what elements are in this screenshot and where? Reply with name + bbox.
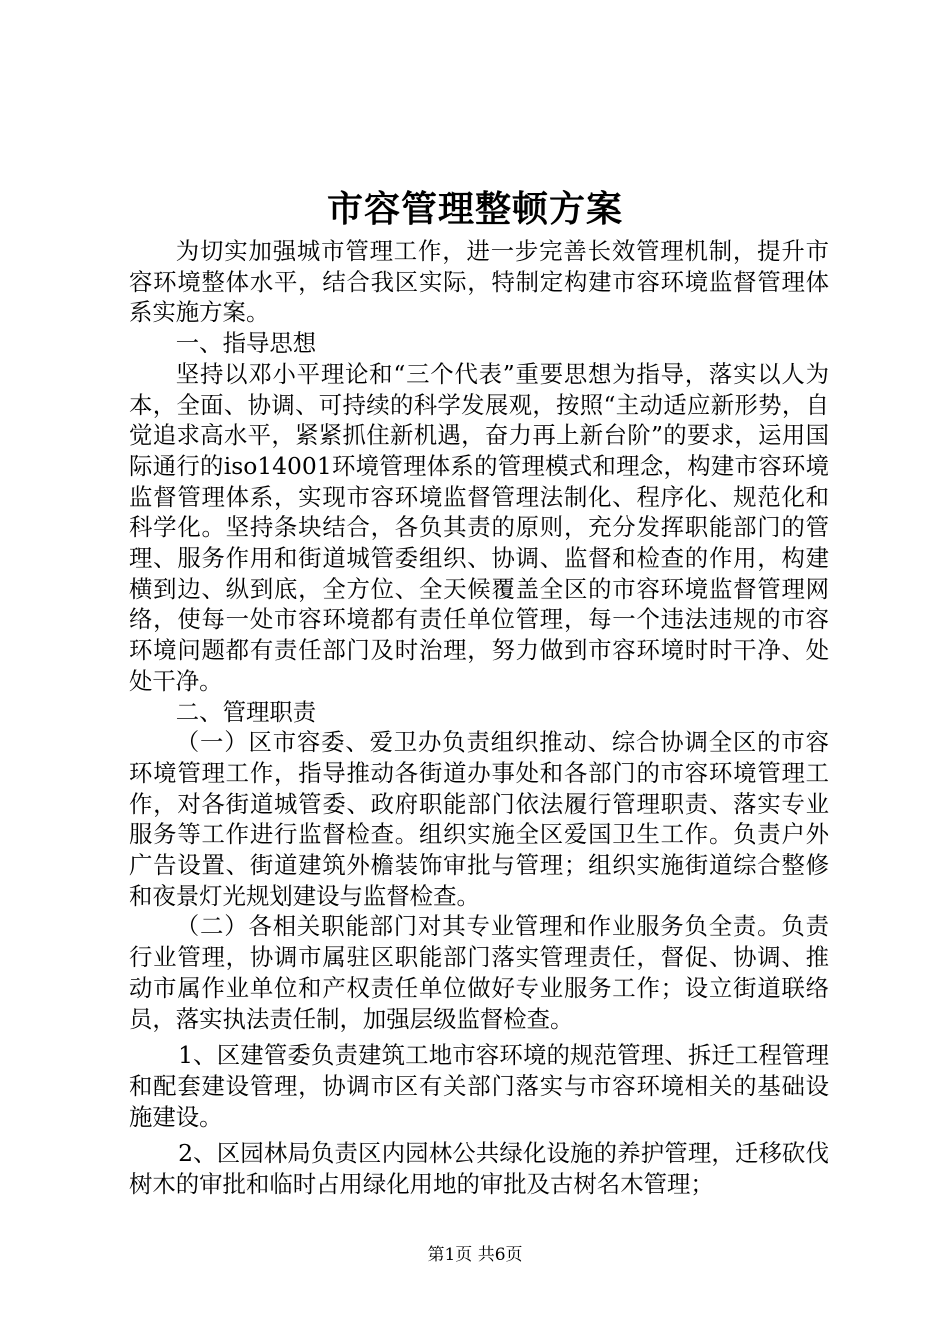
duty-item-1: 1、区建管委负责建筑工地市容环境的规范管理、拆迁工程管理和配套建设管理，协调市区有关部门落实与市容环境相关的基础设施建设。 bbox=[129, 1041, 829, 1131]
duty-item-2: 2、区园林局负责区内园林公共绿化设施的养护管理，迁移砍伐树木的审批和临时占用绿化用地的审批及古树名木管理； bbox=[129, 1139, 829, 1199]
intro-paragraph: 为切实加强城市管理工作，进一步完善长效管理机制，提升市容环境整体水平，结合我区实际，特制定构建市容环境监督管理体系实施方案。 bbox=[129, 237, 829, 327]
section-heading-guiding-ideology: 一、指导思想 bbox=[175, 329, 317, 358]
duty-paragraph-2: （二）各相关职能部门对其专业管理和作业服务负全责。负责行业管理，协调市属驻区职能部门落实管理责任，督促、协调、推动市属作业单位和产权责任单位做好专业服务工作；设立街道联络员，落实执法责任制，加强层级监督检查。 bbox=[129, 912, 829, 1033]
section-heading-management-duties: 二、管理职责 bbox=[175, 697, 317, 726]
page-footer: 第1页 共6页 bbox=[427, 1245, 523, 1265]
duty-paragraph-1: （一）区市容委、爱卫办负责组织推动、综合协调全区的市容环境管理工作，指导推动各街道办事处和各部门的市容环境管理工作，对各街道城管委、政府职能部门依法履行管理职责、落实专业服务等工作进行监督检查。组织实施全区爱国卫生工作。负责户外广告设置、街道建筑外檐装饰审批与管理；组织实施街道综合整修和夜景灯光规划建设与监督检查。 bbox=[129, 728, 829, 910]
guiding-ideology-paragraph: 坚持以邓小平理论和“三个代表”重要思想为指导，落实以人为本，全面、协调、可持续的科学发展观，按照“主动适应新形势，自觉追求高水平，紧紧抓住新机遇，奋力再上新台阶”的要求，运用国际通行的iso14001环境管理体系的管理模式和理念，构建市容环境监督管理体系，实现市容环境监督管理法制化、程序化、规范化和科学化。坚持条块结合，各负其责的原则，充分发挥职能部门的管理、服务作用和街道城管委组织、协调、监督和检查的作用，构建横到边、纵到底，全方位、全天候覆盖全区的市容环境监督管理网络，使每一处市容环境都有责任单位管理，每一个违法违规的市容环境问题都有责任部门及时治理，努力做到市容环境时时干净、处处干净。 bbox=[129, 359, 829, 695]
document-body bbox=[129, 236, 829, 1200]
document-title: 市容管理整顿方案 bbox=[326, 188, 623, 230]
